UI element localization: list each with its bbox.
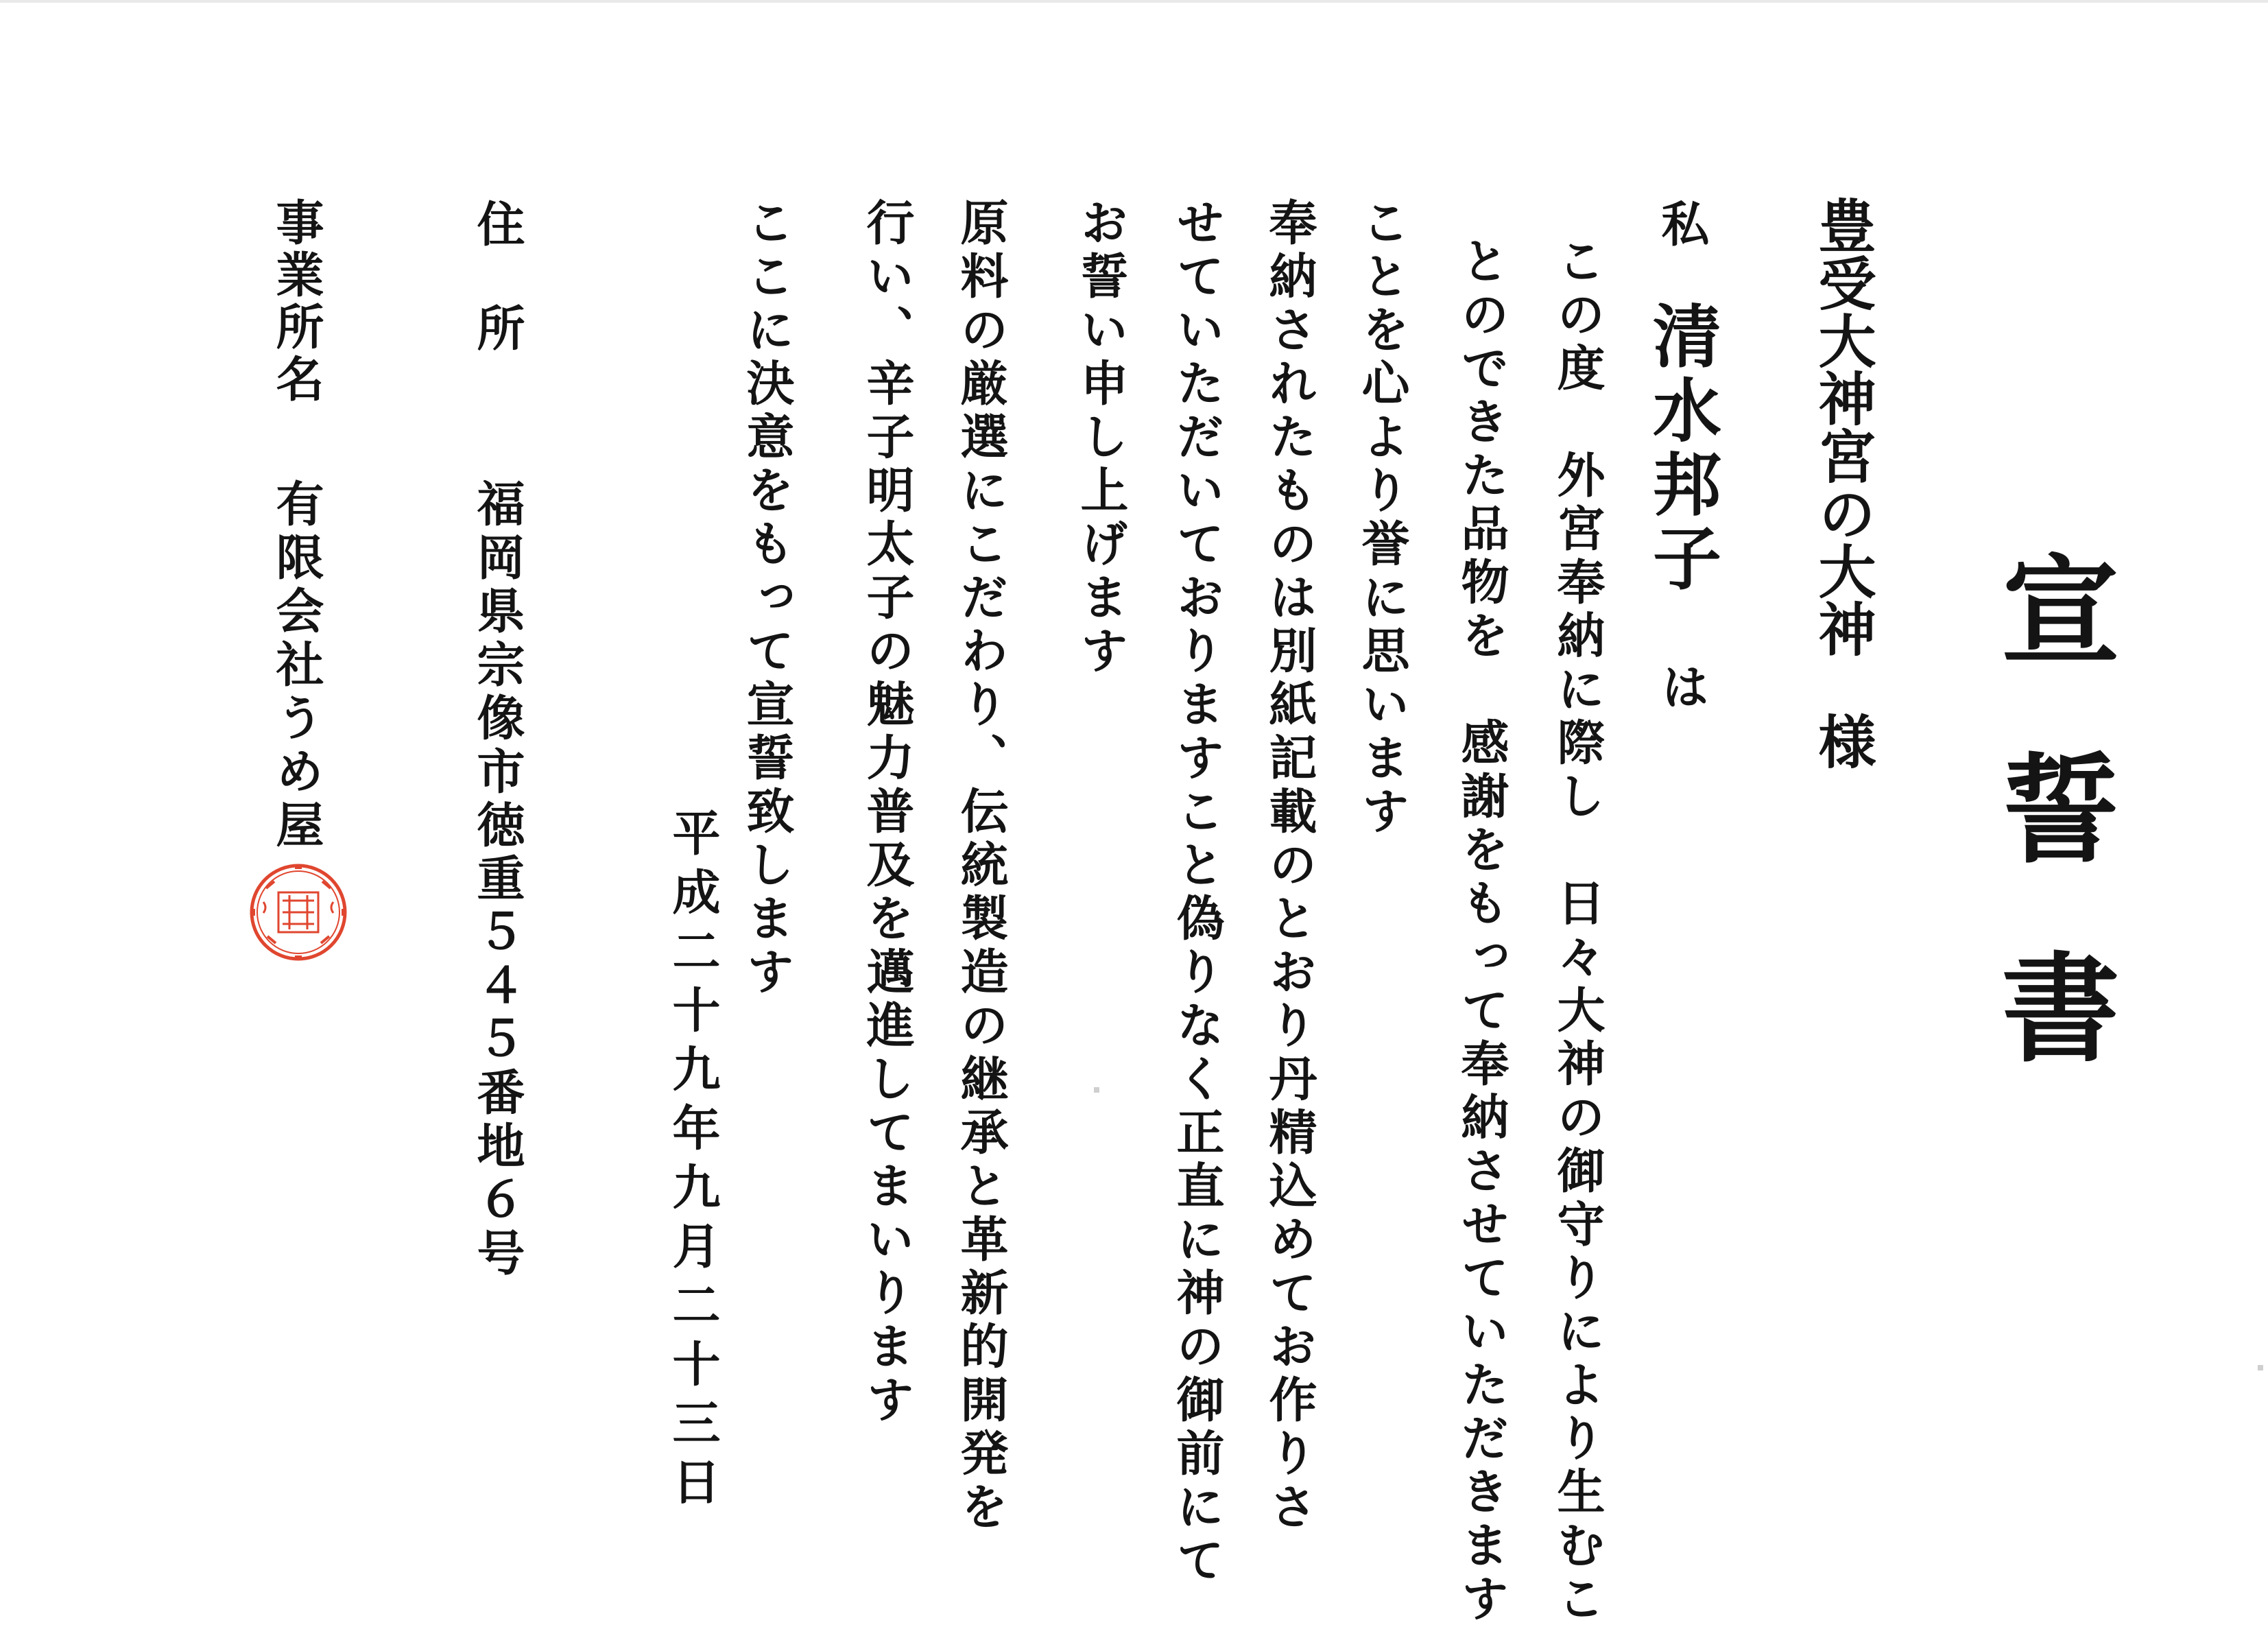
body-line-1: この度 外宮奉納に際し 日々大神の御守りにより生むこ <box>1549 236 1606 1627</box>
pledge-date: 平成二十九年九月二十三日 <box>665 808 721 1516</box>
document-title: 宣誓書 <box>1982 549 2121 1145</box>
scan-speck <box>2258 1365 2263 1370</box>
body-line-7: 原料の厳選にこだわり、伝統製造の継承と革新的開発を <box>953 198 1010 1535</box>
body-line-5: せていただいておりますこと偽りなく正直に神の御前にて <box>1169 198 1226 1589</box>
address-value: 福岡県宗像市徳重５４５番地６号 <box>469 479 526 1281</box>
addressee-name: 豊受大神宮の大神 <box>1809 196 1877 657</box>
scan-edge <box>0 0 2268 3</box>
addressee-honorific: 様 <box>1809 712 1877 770</box>
declarant-prefix: 私 <box>1654 199 1710 252</box>
business-value: 有限会社うめ屋 <box>268 479 325 853</box>
address-label: 住 所 <box>469 199 526 355</box>
body-line-3: ことを心より誉に思います <box>1354 198 1411 840</box>
scan-speck <box>1094 1087 1099 1093</box>
company-seal-stamp <box>247 861 350 964</box>
body-line-2: とのできた品物を 感謝をもって奉納させていただきます <box>1453 236 1510 1627</box>
body-line-9: ここに決意をもって宣誓致します <box>739 198 796 1000</box>
body-line-4: 奉納されたものは別紙記載のとおり丹精込めてお作りさ <box>1261 198 1318 1535</box>
business-label: 事業所名 <box>268 198 325 406</box>
body-line-8: 行い、辛子明太子の魅力普及を邁進してまいります <box>859 198 916 1428</box>
declarant-line <box>1641 199 1722 715</box>
declarant-particle: は <box>1654 662 1710 715</box>
addressee-line <box>1809 196 1877 770</box>
declarant-signature: 清水邦子 <box>1641 300 1722 597</box>
body-line-6: お誓い申し上げます <box>1073 198 1130 679</box>
